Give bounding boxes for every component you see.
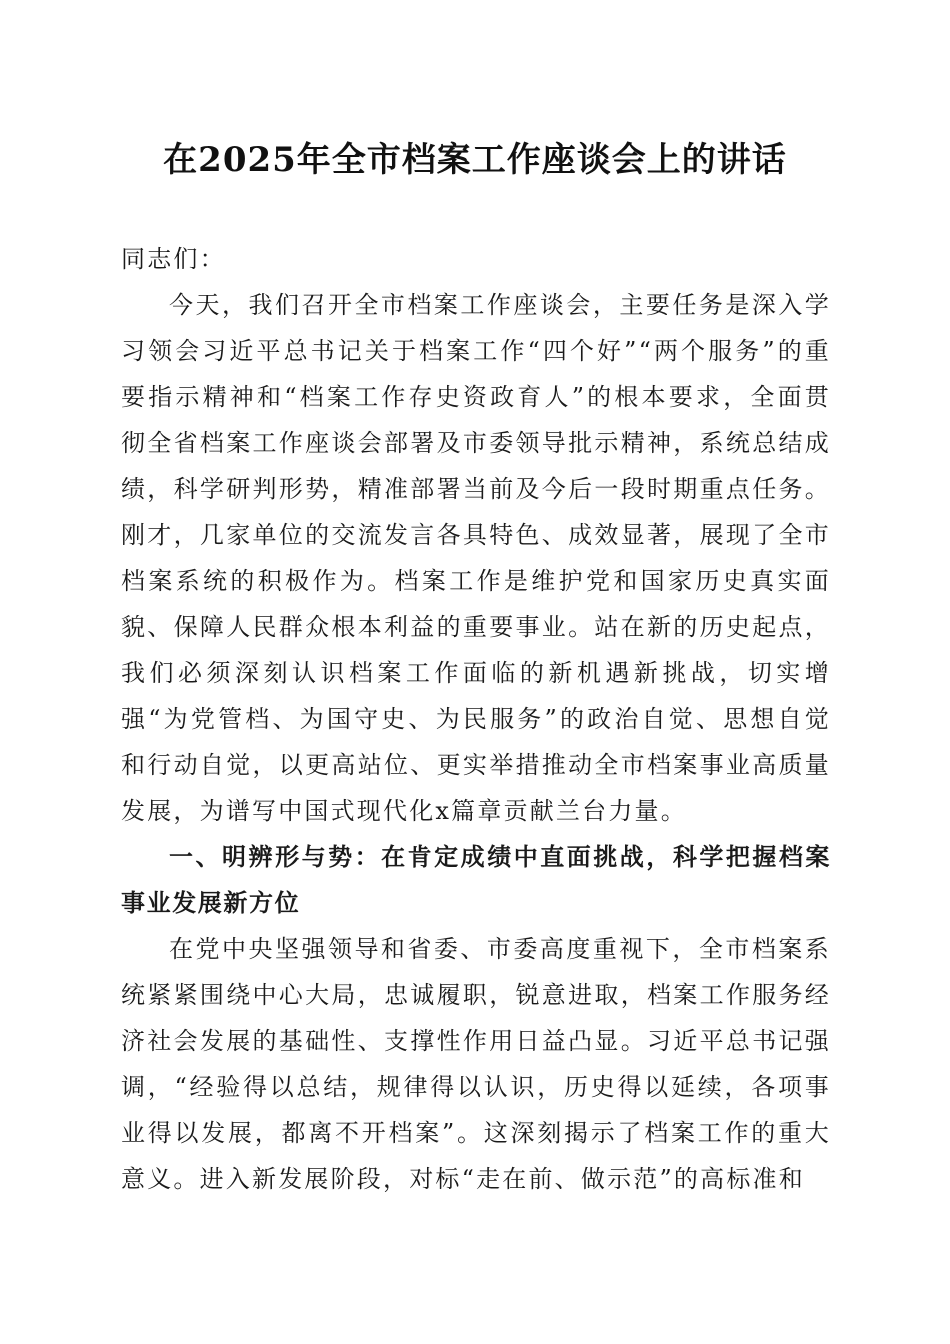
document-title: 在2025年全市档案工作座谈会上的讲话 xyxy=(163,140,787,180)
salutation: 同志们： xyxy=(121,245,226,273)
intro-paragraph: 今天，我们召开全市档案工作座谈会，主要任务是深入学习领会习近平总书记关于档案工作“四个好”“两个服务”的重要指示精神和“档案工作存史资政育人”的根本要求，全面贯彻全省档案工作座谈会部署及市委领导批示精神，系统总结成绩，科学研判形势，精准部署当前及今后一段时期重点任务。刚才，几家单位的交流发言各具特色、成效显著，展现了全市档案系统的积极作为。档案工作是维护党和国家历史真实面貌、保障人民群众根本利益的重要事业。站在新的历史起点，我们必须深刻认识档案工作面临的新机遇新挑战，切实增强“为党管档、为国守史、为民服务”的政治自觉、思想自觉和行动自觉，以更高站位、更实举措推动全市档案事业高质量发展，为谱写中国式现代化x篇章贡献兰台力量。 xyxy=(121,291,831,825)
section-paragraph: 在党中央坚强领导和省委、市委高度重视下，全市档案系统紧紧围绕中心大局，忠诚履职，锐意进取，档案工作服务经济社会发展的基础性、支撑性作用日益凸显。习近平总书记强调，“经验得以总结，规律得以认识，历史得以延续，各项事业得以发展，都离不开档案”。这深刻揭示了档案工作的重大意义。进入新发展阶段，对标“走在前、做示范”的高标准和 xyxy=(121,935,831,1193)
section-heading: 一、明辨形与势：在肯定成绩中直面挑战，科学把握档案事业发展新方位 xyxy=(121,843,831,917)
document-body xyxy=(121,236,831,1202)
